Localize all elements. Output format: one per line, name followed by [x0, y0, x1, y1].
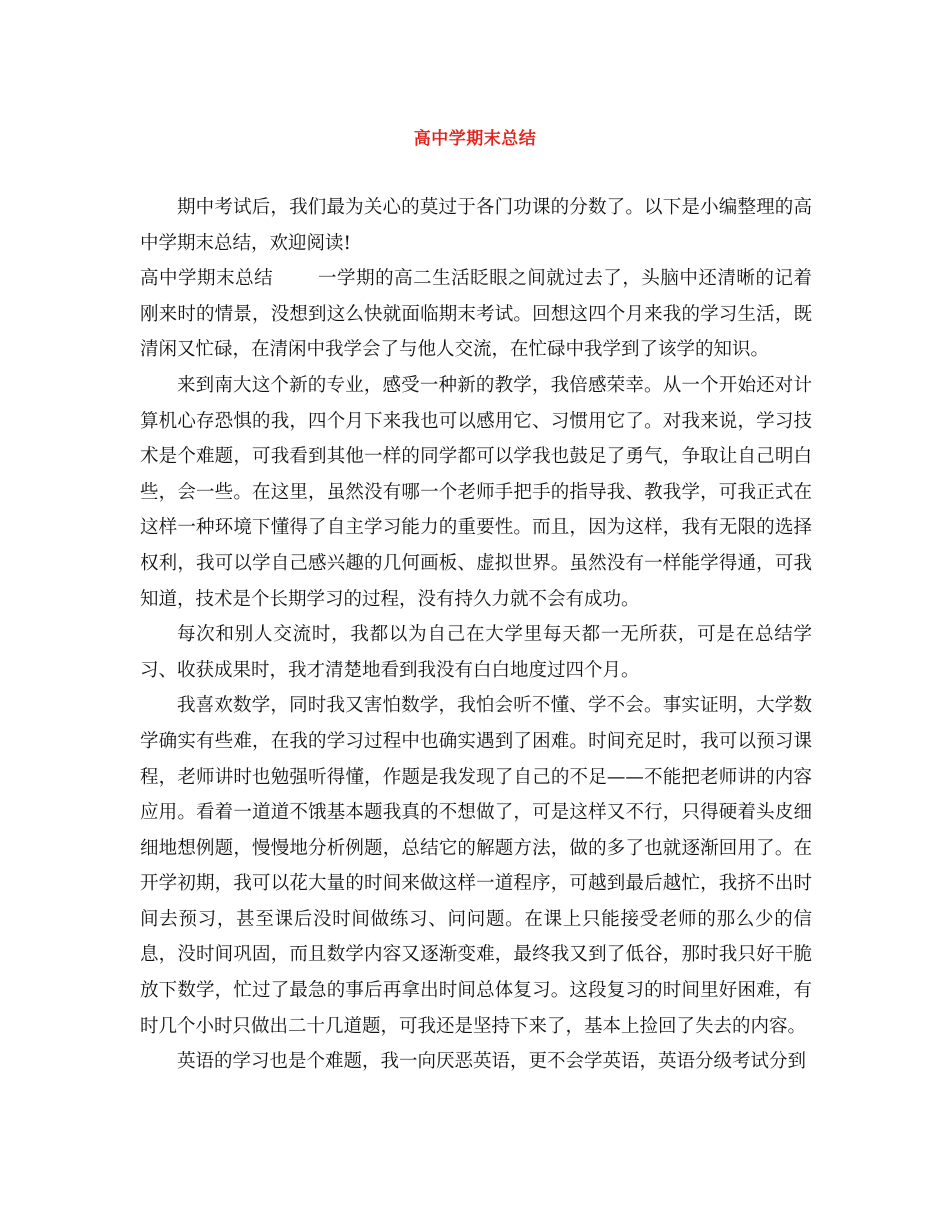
paragraph-summary-text: 一学期的高二生活眨眼之间就过去了，头脑中还清晰的记着刚来时的情景，没想到这么快就面临期末考试。回想这四个月来我的学习生活，既清闲又忙碌，在清闲中我学会了与他人交流，在忙碌中我学到了该学的知识。 [140, 268, 812, 361]
paragraph-math: 我喜欢数学，同时我又害怕数学，我怕会听不懂、学不会。事实证明，大学数学确实有些难，在我的学习过程中也确实遇到了困难。时间充足时，我可以预习课程，老师讲时也勉强听得懂，作题是我发现了自己的不足——不能把老师讲的内容应用。看着一道道不饿基本题我真的不想做了，可是这样又不行，只得硬着头皮细细地想例题，慢慢地分析例题，总结它的解题方法，做的多了也就逐渐回用了。在开学初期，我可以花大量的时间来做这样一道程序，可越到最后越忙，我挤不出时间去预习，甚至课后没时间做练习、问问题。在课上只能接受老师的那么少的信息，没时间巩固，而且数学内容又逐渐变难，最终我又到了低谷，那时我只好干脆放下数学，忙过了最急的事后再拿出时间总体复习。这段复习的时间里好困难，有时几个小时只做出二十几道题，可我还是坚持下来了，基本上捡回了失去的内容。 [140, 695, 812, 1037]
paragraph-computer-study: 来到南大这个新的专业，感受一种新的教学，我倍感荣幸。从一个开始还对计算机心存恐惧的我，四个月下来我也可以感用它、习惯用它了。对我来说，学习技术是个难题，可我看到其他一样的同学都可以学我也鼓足了勇气，争取让自己明白些，会一些。在这里，虽然没有哪一个老师手把手的指导我、教我学，可我正式在这样一种环境下懂得了自主学习能力的重要性。而且，因为这样，我有无限的选择权利，我可以学自己感兴趣的几何画板、虚拟世界。虽然没有一样能学得通，可我知道，技术是个长期学习的过程，没有持久力就不会有成功。 [140, 374, 812, 610]
paragraph-summary-opening [140, 261, 812, 368]
document-title: 高中学期末总结 [413, 129, 537, 149]
document-body [140, 190, 812, 1080]
paragraph-english: 英语的学习也是个难题，我一向厌恶英语，更不会学英语，英语分级考试分到 [177, 1051, 807, 1073]
inline-heading: 高中学期末总结 [140, 268, 274, 290]
paragraph-reflection: 每次和别人交流时，我都以为自己在大学里每天都一无所获，可是在总结学习、收获成果时，我才清楚地看到我没有白白地度过四个月。 [140, 624, 812, 681]
paragraph-intro: 期中考试后，我们最为关心的莫过于各门功课的分数了。以下是小编整理的高中学期末总结，欢迎阅读! [140, 197, 812, 254]
